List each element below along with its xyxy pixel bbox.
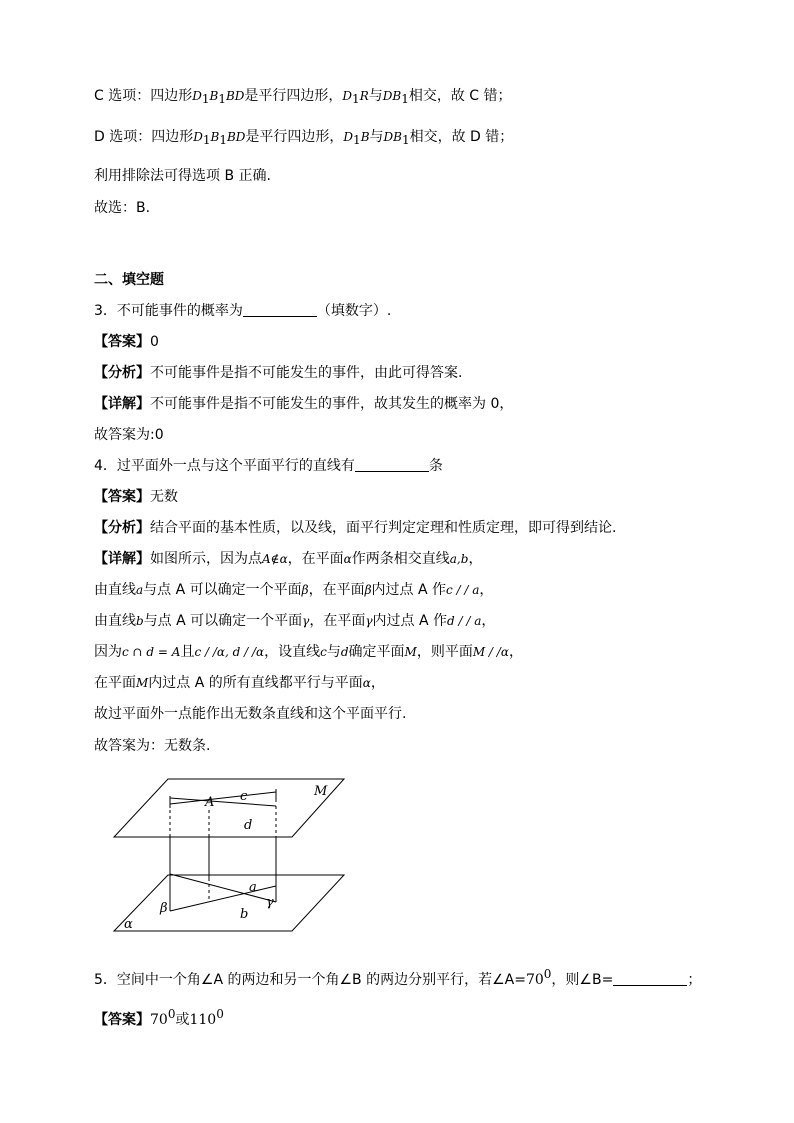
question-3-answer: 【答案】0 xyxy=(94,334,159,350)
section-title: 二、填空题 xyxy=(94,272,164,288)
question-3-final: 故答案为:0 xyxy=(94,427,164,443)
question-4-detail-line-6: 故过平面外一点能作出无数条直线和这个平面平行. xyxy=(94,706,407,722)
answer-blank xyxy=(613,971,687,986)
plane-M xyxy=(114,779,344,837)
question-4-detail-line-5: 在平面M内过点 A 的所有直线都平行与平面α， xyxy=(94,675,385,691)
label-alpha: α xyxy=(124,917,133,932)
question-4-stem: 4．过平面外一点与这个平面平行的直线有 条 xyxy=(94,458,443,474)
exclusion-statement: 利用排除法可得选项 B 正确. xyxy=(94,168,271,184)
question-4-detail-line-4: 因为c ∩ d = A且c / /α, d / /α，设直线c与d确定平面M，则平面M / /α， xyxy=(94,644,523,660)
line-b xyxy=(170,874,276,902)
choice-statement: 故选：B. xyxy=(94,200,151,216)
question-4-detail-line-3: 由直线b与点 A 可以确定一个平面γ，在平面γ内过点 A 作d / / a， xyxy=(94,613,496,629)
question-3-stem: 3．不可能事件的概率为 （填数字）. xyxy=(94,303,392,319)
question-4-analysis: 【分析】结合平面的基本性质，以及线，面平行判定定理和性质定理，即可得到结论. xyxy=(94,520,617,536)
label-beta: β xyxy=(160,901,168,916)
label-b: b xyxy=(240,907,249,922)
line-a xyxy=(170,886,276,911)
answer-blank xyxy=(243,302,317,317)
label-d: d xyxy=(244,818,253,833)
question-4-final: 故答案为：无数条. xyxy=(94,738,211,754)
plane-geometry-figure xyxy=(108,774,352,940)
question-3-detail: 【详解】不可能事件是指不可能发生的事件，故其发生的概率为 0， xyxy=(94,396,514,412)
question-3-analysis: 【分析】不可能事件是指不可能发生的事件，由此可得答案. xyxy=(94,365,463,381)
label-gamma: γ xyxy=(266,895,274,910)
question-5-answer: 【答案】$70^0$或$110^0$ xyxy=(94,1007,224,1028)
label-A: A xyxy=(205,795,215,810)
question-4-answer: 【答案】无数 xyxy=(94,489,178,505)
answer-blank xyxy=(355,457,429,472)
label-M: M xyxy=(314,784,328,799)
question-4-detail-line-2: 由直线a与点 A 可以确定一个平面β，在平面β内过点 A 作c / / a， xyxy=(94,582,494,598)
label-c: c xyxy=(240,789,248,804)
question-5-stem: 5．空间中一个角∠A 的两边和另一个角∠B 的两边分别平行，若$\angle A=70^0$，则∠B= ； xyxy=(94,967,702,988)
question-4-detail-line-1: 【详解】如图所示，因为点A∉α，在平面α作两条相交直线a,b， xyxy=(94,551,483,567)
option-d-explanation: D 选项：四边形$D_1B_1BD$是平行四边形，$D_1B$与$DB_1$相交，故 D 错； xyxy=(94,129,514,147)
option-c-explanation: C 选项：四边形$D_1B_1BD$是平行四边形，$D_1R$与$DB_1$相交，故 C 错； xyxy=(94,88,512,106)
label-a: a xyxy=(249,880,257,895)
plane-alpha xyxy=(114,875,344,931)
